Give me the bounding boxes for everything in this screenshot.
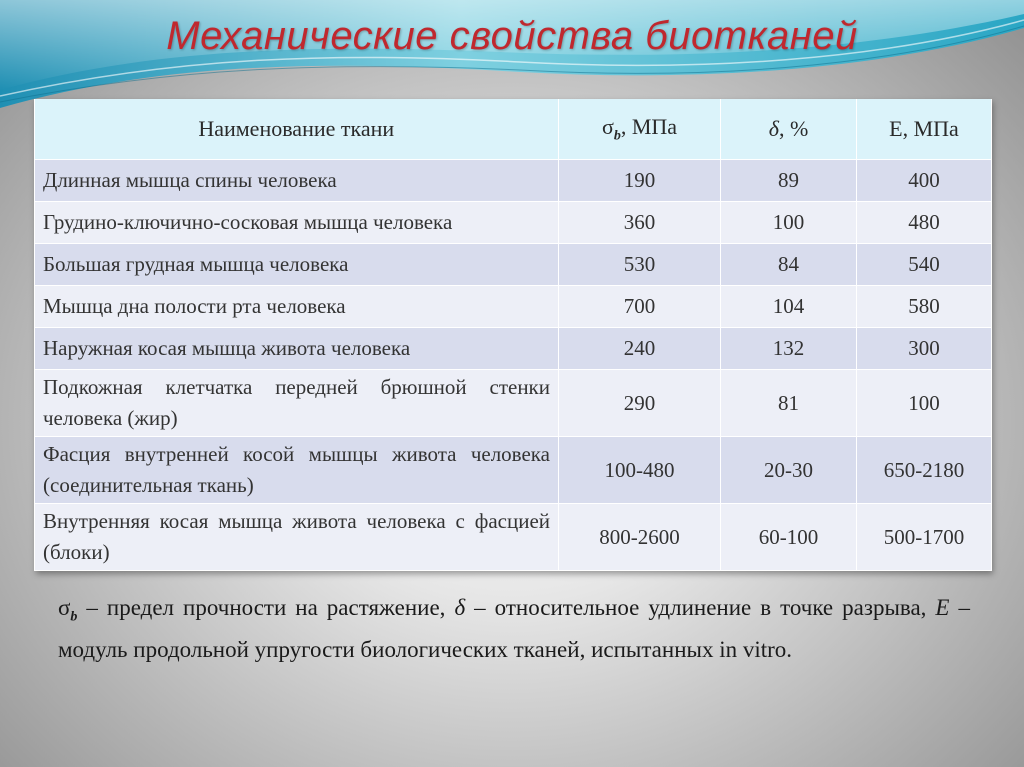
- table-row: [35, 437, 992, 504]
- cell-tissue-name: Наружная косая мышца живота человека: [35, 328, 559, 370]
- cell-tensile-strength: 530: [559, 244, 721, 286]
- table-row: [35, 160, 992, 202]
- cell-modulus: 300: [857, 328, 992, 370]
- delta-symbol: δ: [768, 116, 779, 141]
- cell-tissue-name: Подкожная клетчатка передней брюшной стенки человека (жир): [35, 370, 559, 437]
- cell-elongation: 132: [721, 328, 857, 370]
- header-elongation: [721, 99, 857, 160]
- cell-elongation: 89: [721, 160, 857, 202]
- cell-modulus: 540: [857, 244, 992, 286]
- footnote-sigma-subscript: b: [70, 609, 78, 625]
- cell-tensile-strength: 190: [559, 160, 721, 202]
- table-header-row: [35, 99, 992, 160]
- cell-tissue-name: Большая грудная мышца человека: [35, 244, 559, 286]
- cell-tissue-name: Мышца дна полости рта человека: [35, 286, 559, 328]
- footnote-text-3: – модуль продольной упругости биологических тканей, испытанных in vitro.: [58, 595, 970, 662]
- footnote-text-2: – относительное удлинение в точке разрыва,: [465, 595, 936, 620]
- header-tensile-strength: [559, 99, 721, 160]
- sigma-symbol: σ: [601, 113, 614, 139]
- cell-tensile-strength: 800-2600: [559, 504, 721, 571]
- cell-tissue-name: Грудино-ключично-сосковая мышца человека: [35, 202, 559, 244]
- table-row: [35, 370, 992, 437]
- cell-tensile-strength: 100-480: [559, 437, 721, 504]
- cell-elongation: 20-30: [721, 437, 857, 504]
- slide-title: Механические свойства биотканей: [166, 14, 858, 58]
- cell-elongation: 104: [721, 286, 857, 328]
- cell-elongation: 84: [721, 244, 857, 286]
- cell-tensile-strength: 700: [559, 286, 721, 328]
- cell-modulus: 400: [857, 160, 992, 202]
- footnote-legend: [58, 592, 970, 666]
- cell-elongation: 100: [721, 202, 857, 244]
- cell-modulus: 100: [857, 370, 992, 437]
- cell-elongation: 81: [721, 370, 857, 437]
- cell-tensile-strength: 290: [559, 370, 721, 437]
- properties-table: [34, 99, 992, 571]
- cell-tissue-name: Фасция внутренней косой мышцы живота человека (соединительная ткань): [35, 437, 559, 504]
- table-row: [35, 286, 992, 328]
- cell-tensile-strength: 360: [559, 202, 721, 244]
- cell-modulus: 580: [857, 286, 992, 328]
- table-row: [35, 244, 992, 286]
- footnote-sigma-symbol: σ: [58, 595, 71, 620]
- sigma-unit: , МПа: [620, 113, 678, 139]
- properties-table-container: [34, 99, 991, 571]
- cell-tissue-name: Длинная мышца спины человека: [35, 160, 559, 202]
- table-row: [35, 202, 992, 244]
- cell-modulus: 480: [857, 202, 992, 244]
- footnote-delta-symbol: δ: [454, 595, 466, 620]
- cell-modulus: 650-2180: [857, 437, 992, 504]
- cell-tissue-name: Внутренняя косая мышца живота человека с фасцией (блоки): [35, 504, 559, 571]
- header-tissue-name: Наименование ткани: [35, 99, 559, 160]
- table-row: [35, 328, 992, 370]
- footnote-text-1: – предел прочности на растяжение,: [77, 595, 455, 620]
- cell-modulus: 500-1700: [857, 504, 992, 571]
- header-modulus: E, МПа: [857, 99, 992, 160]
- cell-tensile-strength: 240: [559, 328, 721, 370]
- delta-unit: , %: [778, 116, 809, 141]
- footnote-e-symbol: E: [935, 595, 950, 620]
- cell-elongation: 60-100: [721, 504, 857, 571]
- table-row: [35, 504, 992, 571]
- sigma-subscript: b: [613, 128, 621, 144]
